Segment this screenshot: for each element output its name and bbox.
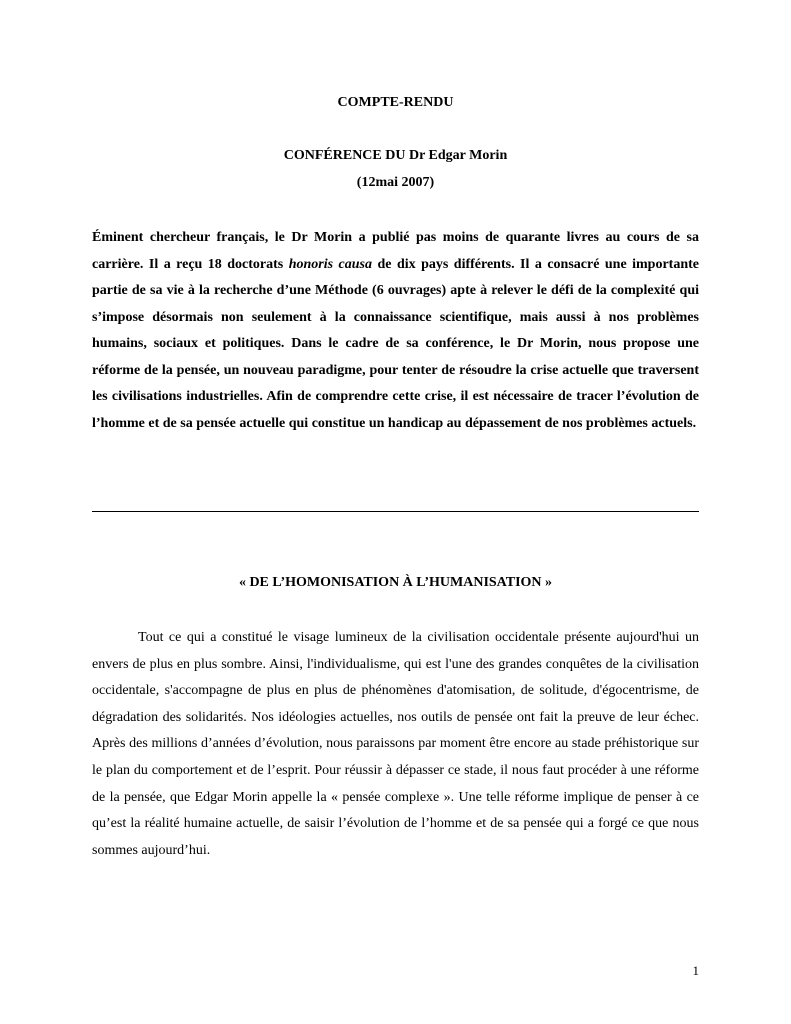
conference-date: (12mai 2007) xyxy=(356,175,435,190)
section-heading: « DE L’HOMONISATION À L’HUMANISATION » xyxy=(238,575,553,590)
body-paragraph: Tout ce qui a constitué le visage lumineux de la civilisation occidentale présente aujourd'hui un envers de plus en plus sombre. Ainsi, l'individualisme, qui est l'une des grandes conquêtes de la civilisation occidentale, s'accompagne de plus en plus de phénomènes d'atomisation, de solitude, d'égocentrisme, de dégradation des solidarités. Nos idéologies actuelles, nos outils de pensée ont fait la preuve de leur échec. Après des millions d’années d’évolution, nous paraissons par moment être encore au stade préhistorique sur le plan du comportement et de l’esprit. Pour réussir à dépasser ce stade, il nous faut procéder à une réforme de la pensée, que Edgar Morin appelle la « pensée complexe ». Une telle réforme implique de penser à ce qu’est la réalité humaine actuelle, de saisir l’évolution de l’homme et de sa pensée qui a forgé ce que nous sommes aujourd’hui. xyxy=(92,630,699,858)
conference-title: CONFÉRENCE DU Dr Edgar Morin xyxy=(283,148,508,163)
intro-text-part-1: Éminent chercheur français, le Dr Morin a publié pas moins de quarante livres au cours de sa carrière. Il a reçu 18 doctorats xyxy=(92,230,699,272)
intro-emphasis: honoris causa xyxy=(288,256,373,272)
intro-paragraph xyxy=(92,225,699,437)
page-number: 1 xyxy=(692,963,699,978)
intro-text-part-2: de dix pays différents. Il a consacré une importante partie de sa vie à la recherche d’une Méthode (6 ouvrages) apte à relever le défi de la complexité qui s’impose désormais non seulement à la connaissance scientifique, mais aussi à nos problèmes humains, sociaux et politiques. Dans le cadre de sa conférence, le Dr Morin, nous propose une réforme de la pensée, un nouveau paradigme, pour tenter de résoudre la crise actuelle que traversent les civilisations industrielles. Afin de comprendre cette crise, il est nécessaire de tracer l’évolution de l’homme et de sa pensée actuelle qui constitue un handicap au dépassement de nos problèmes actuels. xyxy=(92,256,700,431)
report-title: COMPTE-RENDU xyxy=(337,95,454,110)
horizontal-divider xyxy=(92,511,699,512)
